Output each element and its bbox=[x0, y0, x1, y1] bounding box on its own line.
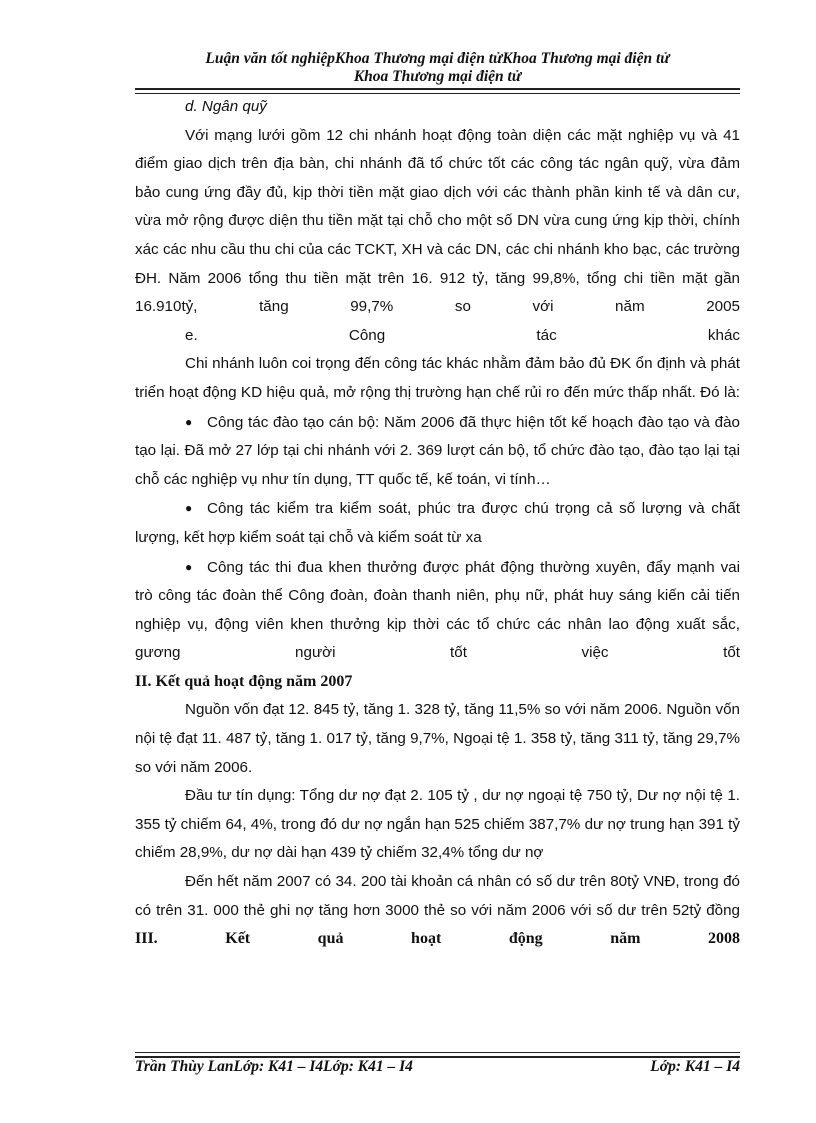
bullet-item bbox=[135, 408, 740, 495]
subsection-d-heading: d. Ngân quỹ bbox=[185, 98, 267, 115]
bullet-icon: ● bbox=[185, 559, 193, 574]
paragraph-ngan-quy: Với mạng lưới gồm 12 chi nhánh hoạt động toàn diện các mặt nghiệp vụ và 41 điểm giao dịch trên địa bàn, chi nhánh đã tổ chức tốt các công tác ngân quỹ, vừa đảm bảo cung ứng đầy đủ, kịp thời tiền mặt giao dịch với các thành phần kinh tế và dân cư, vừa mở rộng được diện thu tiền mặt tại chỗ cho một số DN vừa cung ứng kịp thời, chính xác các nhu cầu thu chi của các TCKT, XH và các DN, các chi nhánh kho bạc, các trường ĐH. Năm 2006 tổng thu tiền mặt trên 16. 912 tỷ, tăng 99,8%, tổng chi tiền mặt gần 16.910tỷ, tăng 99,7% so với năm 2005 bbox=[135, 126, 740, 316]
bullet-icon: ● bbox=[185, 501, 193, 516]
bullet-text: Công tác thi đua khen thưởng được phát động thường xuyên, đẩy mạnh vai trò công tác đoàn thể Công đoàn, đoàn thanh niên, phụ nữ, phát huy sáng kiến cải tiến nghiệp vụ, động viên khen thưởng kịp thời các tổ chức các nhân lao động xuất sắc, gương người tốt việc tốt bbox=[135, 558, 740, 662]
section-2-paragraph: Đến hết năm 2007 có 34. 200 tài khoản cá nhân có số dư trên 80tỷ VNĐ, trong đó có trên 31. 000 thẻ ghi nợ tăng hơn 3000 thẻ so với năm 2006 với số dư trên 52tỷ đồng bbox=[135, 873, 740, 919]
section-3-heading: III. Kết quả hoạt động năm 2008 bbox=[135, 930, 740, 948]
page-header bbox=[135, 50, 740, 86]
bullet-text: Công tác đào tạo cán bộ: Năm 2006 đã thực hiện tốt kế hoạch đào tạo và đào tạo lại. Đã mở 27 lớp tại chi nhánh với 2. 369 lượt cán bộ, tổ chức đào tạo, đào tạo lại tại chỗ các nghiệp vụ như tín dụng, TT quốc tế, kế toán, vi tính… bbox=[135, 413, 740, 488]
bullet-icon: ● bbox=[185, 414, 193, 429]
footer-author-class: Trần Thùy LanLớp: K41 – I4Lớp: K41 – I4 bbox=[135, 1058, 413, 1075]
bullet-item bbox=[135, 494, 740, 552]
subsection-e-heading: e. Công tác khác bbox=[185, 326, 740, 344]
bullet-text: Công tác kiểm tra kiểm soát, phúc tra được chú trọng cả số lượng và chất lượng, kết hợp kiểm soát tại chỗ và kiểm soát từ xa bbox=[135, 500, 740, 546]
header-title-line-2: Khoa Thương mại điện tử bbox=[353, 68, 522, 85]
section-2-paragraph: Đầu tư tín dụng: Tổng dư nợ đạt 2. 105 tỷ , dư nợ ngoại tệ 750 tỷ, Dư nợ nội tệ 1. 355 tỷ chiếm 64, 4%, trong đó dư nợ ngắn hạn 525 chiếm 387,7% dư nợ trung hạn 391 tỷ chiếm 28,9%, dư nợ dài hạn 439 tỷ chiếm 32,4% tổng dư nợ bbox=[135, 787, 740, 862]
section-2-heading: II. Kết quả hoạt động năm 2007 bbox=[135, 672, 353, 690]
page-footer bbox=[135, 1058, 740, 1076]
section-2-paragraph: Nguồn vốn đạt 12. 845 tỷ, tăng 1. 328 tỷ, tăng 11,5% so với năm 2006. Nguồn vốn nội tệ đạt 11. 487 tỷ, tăng 1. 017 tỷ, tăng 9,7%, Ngoại tệ 1. 358 tỷ, tăng 311 tỷ, tăng 29,7% so với năm 2006. bbox=[135, 701, 740, 776]
bullet-item bbox=[135, 553, 740, 668]
footer-class: Lớp: K41 – I4 bbox=[650, 1058, 740, 1075]
header-title-line-1: Luận văn tốt nghiệpKhoa Thương mại điện tửKhoa Thương mại điện tử bbox=[205, 50, 670, 67]
document-body bbox=[135, 93, 740, 954]
paragraph-cong-tac-khac: Chi nhánh luôn coi trọng đến công tác khác nhằm đảm bảo đủ ĐK ổn định và phát triển hoạt động KD hiệu quả, mở rộng thị trường hạn chế rủi ro đến mức thấp nhất. Đó là: bbox=[135, 355, 740, 401]
